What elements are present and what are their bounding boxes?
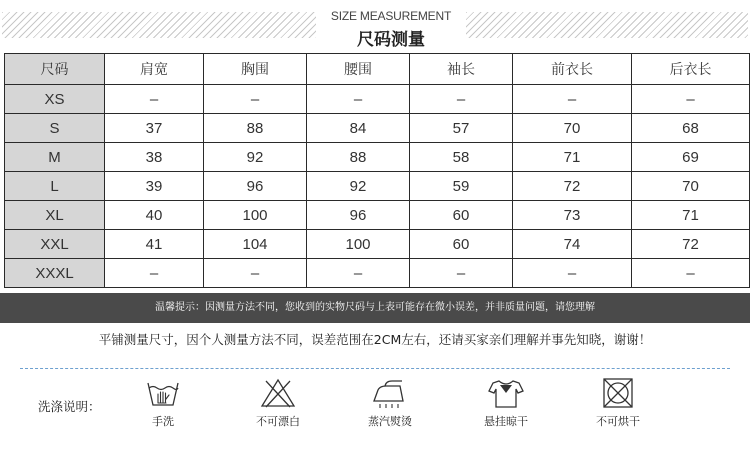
table-cell: – bbox=[307, 85, 410, 114]
care-item-steam-iron bbox=[350, 377, 430, 429]
size-cell: S bbox=[5, 114, 105, 143]
table-cell: 57 bbox=[410, 114, 513, 143]
size-cell: XXXL bbox=[5, 259, 105, 288]
col-header-back-length: 后衣长 bbox=[632, 54, 750, 85]
col-header-shoulder: 肩宽 bbox=[105, 54, 204, 85]
header-hatch-left bbox=[2, 12, 316, 38]
table-cell: 73 bbox=[513, 201, 632, 230]
care-label: 悬挂晾干 bbox=[484, 415, 528, 428]
table-cell: 60 bbox=[410, 201, 513, 230]
col-header-waist: 腰围 bbox=[307, 54, 410, 85]
table-row bbox=[5, 201, 750, 230]
table-cell: 39 bbox=[105, 172, 204, 201]
size-cell: M bbox=[5, 143, 105, 172]
table-cell: 38 bbox=[105, 143, 204, 172]
table-cell: – bbox=[204, 85, 307, 114]
care-label: 不可漂白 bbox=[256, 415, 300, 428]
table-cell: 72 bbox=[632, 230, 750, 259]
table-cell: 88 bbox=[307, 143, 410, 172]
table-header-row bbox=[5, 54, 750, 85]
size-cell: L bbox=[5, 172, 105, 201]
table-cell: 69 bbox=[632, 143, 750, 172]
notice-banner: 温馨提示：因测量方法不同，您收到的实物尺码与上表可能存在微小误差，并非质量问题，请您理解 bbox=[0, 293, 750, 323]
care-label: 不可烘干 bbox=[596, 415, 640, 428]
table-cell: 70 bbox=[513, 114, 632, 143]
table-cell: – bbox=[105, 85, 204, 114]
table-row bbox=[5, 230, 750, 259]
table-cell: 59 bbox=[410, 172, 513, 201]
measurement-tip: 平铺测量尺寸，因个人测量方法不同，误差范围在2CM左右，还请买家亲们理解并事先知晓，谢谢！ bbox=[98, 332, 652, 347]
header-title-zh: 尺码测量 bbox=[357, 30, 425, 50]
table-cell: 40 bbox=[105, 201, 204, 230]
col-header-sleeve: 袖长 bbox=[410, 54, 513, 85]
table-cell: 71 bbox=[513, 143, 632, 172]
section-header bbox=[0, 0, 750, 50]
col-header-size: 尺码 bbox=[5, 54, 105, 85]
no-tumble-dry-icon bbox=[600, 377, 636, 409]
header-title-en: SIZE MEASUREMENT bbox=[330, 9, 452, 23]
size-cell: XL bbox=[5, 201, 105, 230]
table-cell: – bbox=[513, 85, 632, 114]
size-cell: XS bbox=[5, 85, 105, 114]
table-cell: – bbox=[204, 259, 307, 288]
hand-wash-icon bbox=[145, 377, 181, 409]
care-item-hand-wash bbox=[123, 377, 203, 429]
table-row bbox=[5, 259, 750, 288]
hang-dry-icon bbox=[486, 377, 526, 409]
table-cell: – bbox=[513, 259, 632, 288]
col-header-chest: 胸围 bbox=[204, 54, 307, 85]
no-bleach-icon bbox=[260, 377, 296, 409]
care-label: 手洗 bbox=[152, 415, 174, 428]
table-cell: – bbox=[307, 259, 410, 288]
table-cell: – bbox=[410, 259, 513, 288]
table-cell: 88 bbox=[204, 114, 307, 143]
table-row bbox=[5, 114, 750, 143]
table-cell: 96 bbox=[204, 172, 307, 201]
table-cell: 92 bbox=[307, 172, 410, 201]
header-hatch-right bbox=[466, 12, 748, 38]
table-cell: – bbox=[632, 259, 750, 288]
table-cell: 100 bbox=[204, 201, 307, 230]
table-cell: 96 bbox=[307, 201, 410, 230]
table-cell: 104 bbox=[204, 230, 307, 259]
table-cell: 100 bbox=[307, 230, 410, 259]
table-cell: 92 bbox=[204, 143, 307, 172]
table-cell: – bbox=[632, 85, 750, 114]
care-label: 蒸汽熨烫 bbox=[368, 415, 412, 428]
table-cell: 71 bbox=[632, 201, 750, 230]
table-cell: – bbox=[105, 259, 204, 288]
steam-iron-icon bbox=[370, 377, 410, 409]
table-cell: 70 bbox=[632, 172, 750, 201]
table-cell: 84 bbox=[307, 114, 410, 143]
table-cell: 72 bbox=[513, 172, 632, 201]
table-cell: – bbox=[410, 85, 513, 114]
care-item-hang-dry bbox=[466, 377, 546, 429]
col-header-front-length: 前衣长 bbox=[513, 54, 632, 85]
wash-instructions-label: 洗涤说明： bbox=[38, 399, 101, 414]
table-row bbox=[5, 85, 750, 114]
table-cell: 37 bbox=[105, 114, 204, 143]
table-cell: 58 bbox=[410, 143, 513, 172]
size-cell: XXL bbox=[5, 230, 105, 259]
size-table bbox=[4, 53, 750, 288]
table-cell: 60 bbox=[410, 230, 513, 259]
care-item-no-bleach bbox=[238, 377, 318, 429]
table-row bbox=[5, 172, 750, 201]
dashed-divider bbox=[20, 368, 730, 369]
table-row bbox=[5, 143, 750, 172]
table-cell: 68 bbox=[632, 114, 750, 143]
table-cell: 41 bbox=[105, 230, 204, 259]
care-item-no-tumble-dry bbox=[578, 377, 658, 429]
table-cell: 74 bbox=[513, 230, 632, 259]
